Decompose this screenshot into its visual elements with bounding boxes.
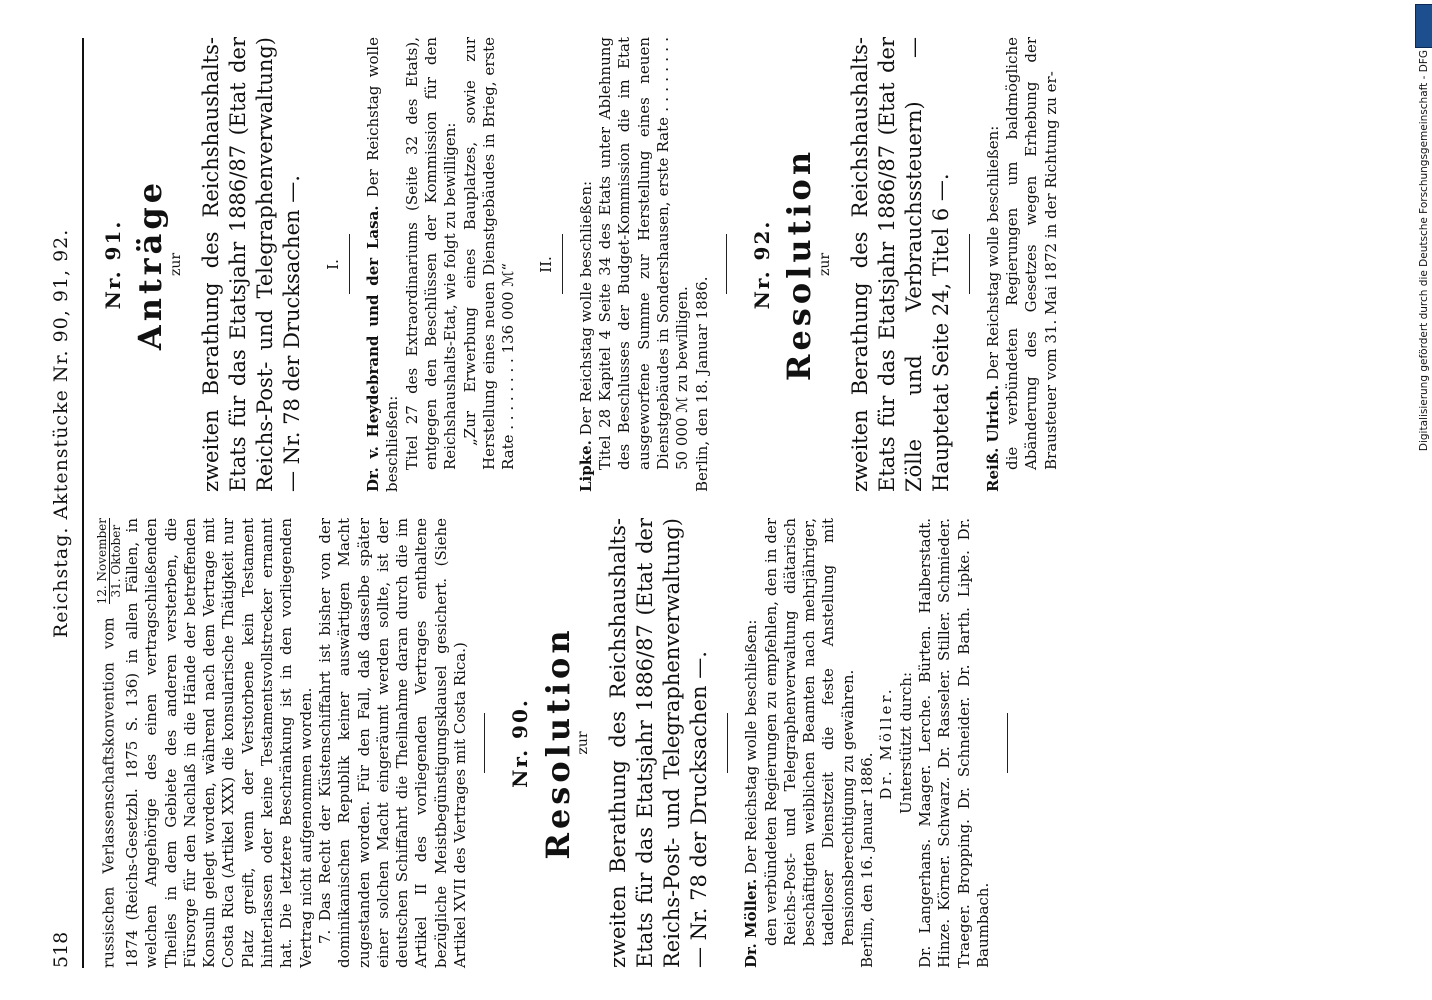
digitization-credit: [1416, 0, 1432, 1000]
motion-date: Berlin, den 16. Januar 1886.: [858, 752, 877, 968]
motion-line-2: [577, 37, 596, 492]
section-divider: [726, 235, 727, 295]
convention-text-rest: (Reichs-Gesetzbl. 1875 S. 136) in allen Fällen, in welchen Angehörige des einen vertragschließenden Theiles in dem Gebiete des anderen versterben, die Fürsorge für den Nachlaß in die Hände der betreffenden Konsuln gelegt worden, während nach dem Vertrage mit Costa Rica (Artikel XXX) die konsularische Thätigkeit nur Platz greift, wenn der Verstorbene kein Testament hinterlassen oder keine Testamentsvollstrecker ernannt hat. Die letztere Beschränkung ist in den vorliegenden Vertrag nicht aufgenommen worden.: [123, 518, 315, 968]
mover-name-3: Reiß. Ulrich.: [983, 384, 1002, 492]
section-divider: [562, 235, 563, 295]
fraction-bottom: 31. Oktober: [109, 524, 123, 598]
document-number-90: Nr. 90.: [508, 698, 533, 788]
motion-intro-3: Der Reichstag wolle beschließen:: [983, 125, 1002, 381]
credit-text: Digitalisierung gefördert durch die Deutsche Forschungsgemeinschaft - DFG: [1418, 50, 1430, 452]
right-column: [96, 37, 1061, 492]
document-number-92: Nr. 92.: [749, 219, 774, 310]
motion-line-1: [364, 37, 403, 492]
antraege-title: Anträge: [131, 178, 170, 351]
section-divider: [969, 235, 970, 295]
resolution-heading-2: zweiten Berathung des Reichshaushalts-Etats für das Etatsjahr 1886/87 (Etat der Zölle und Verbrauchssteuern) — Hauptetat Seite 24, Titel 6 —.: [847, 37, 953, 492]
coastal-shipping-paragraph: 7. Das Recht der Küstenschiffahrt ist bisher von der dominikanischen Republik keiner auswärtigen Macht zugestanden worden. Für den Fall, daß dasselbe später einer solchen Macht eingeräumt werden sollte, ist der deutschen Schiffahrt die Theilnahme daran durch die im Artikel II des vorliegenden Vertrages enthaltene bezügliche Meistbegünstigungsklausel gesichert. (Siehe Artikel XVII des Vertrages mit Costa Rica.): [315, 518, 470, 968]
section-divider: [1007, 713, 1008, 773]
document-number-91: Nr. 91.: [101, 219, 125, 310]
section-divider: [484, 713, 485, 773]
mover-name-1: Dr. v. Heydebrand und der Lasa.: [364, 205, 383, 492]
motion-quote-1: „Zur Erwerbung eines Bauplatzes, sowie zur Herstellung eines neuen Dienstgebäudes in Brieg, erste Rate . . . . . . . . 136 000 ℳ“: [460, 37, 518, 470]
mover-name-2: Lipke.: [576, 440, 595, 492]
resolution-title-2: Resolution: [780, 147, 819, 382]
resolution-title: Resolution: [538, 626, 577, 860]
antraege-heading: zweiten Berathung des Reichshaushalts-Etats für das Etatsjahr 1886/87 (Etat der Reichs-Post- und Telegraphenverwaltung) — Nr. 78 der Drucksachen —.: [198, 37, 304, 492]
zur-label: zur: [574, 731, 591, 755]
header-rule: [82, 38, 84, 968]
motion-body: den verbündeten Regierungen zu empfehlen, den in der Reichs-Post- und Telegraphenverwaltung diätarisch beschäftigten weiblichen Beamten nach mehrjähriger, tadelloser Dienstzeit die feste Anstellung mit Pensionsberechtigung zu gewähren.: [761, 518, 857, 946]
section-divider: [349, 235, 350, 295]
page-number: 518: [50, 931, 72, 968]
section-ii: II.: [536, 256, 555, 273]
running-head-title: Reichstag. Aktenstücke Nr. 90, 91, 92.: [50, 228, 72, 638]
section-i: I.: [323, 259, 342, 270]
dfg-logo-icon: [1415, 4, 1432, 48]
convention-year: 1874: [123, 929, 141, 968]
motion-line-3: [984, 37, 1003, 492]
fraction-top: 12. November: [95, 518, 109, 605]
motion-intro-2: Der Reichstag wolle beschließen:: [576, 180, 595, 436]
left-column: [96, 518, 1022, 968]
signer-name: Dr. Möller.: [877, 686, 896, 800]
section-divider: [727, 713, 728, 773]
convention-text-start: russischen Verlassenschaftskonvention vom: [99, 617, 118, 968]
motion-date-2: Berlin, den 18. Januar 1886.: [692, 276, 711, 492]
motion-body-3: die verbündeten Regierungen um baldmögliche Abänderung des Gesetzes wegen Erhebung der Brausteuer vom 31. Mai 1872 in der Richtung zu er-: [1003, 37, 1060, 470]
zur-label-2: zur: [816, 252, 833, 277]
convention-paragraph: [96, 518, 316, 968]
supported-by-label: Unterstützt durch:: [896, 671, 915, 815]
supporters-list: Dr. Langerhans. Maager. Lerche. Bürten. Halberstadt. Hinze. Körner. Schwarz. Dr. Rasseler. Stiller. Schmieder. Traeger. Bropping. Dr. Schneider. Dr. Barth. Lipke. Dr. Baumbach.: [915, 518, 992, 968]
date-fraction: [96, 518, 123, 604]
motion-body-2: Titel 28 Kapitel 4 Seite 34 des Etats unter Ablehnung des Beschlusses der Budget-Kommission die im Etat ausgeworfene Summe zur Herstellung eines neuen Dienstgebäudes in Sondershausen, erste Rate . . . . . . . . 50 000 ℳ zu bewilligen.: [596, 37, 692, 470]
motion-intro-1: Der Reichstag wolle beschließen:: [364, 37, 402, 492]
mover-name: Dr. Möller.: [742, 878, 761, 968]
running-header: [46, 38, 82, 968]
zur-label: zur: [167, 252, 184, 277]
motion-body-1: Titel 27 des Extraordinariums (Seite 32 des Etats), entgegen den Beschlüssen der Kommission für den Reichshaushalts-Etat, wie folgt zu bewilligen:: [402, 37, 460, 470]
motion-intro: Der Reichstag wolle beschließen:: [742, 619, 761, 874]
resolution-heading: zweiten Berathung des Reichshaushalts-Etats für das Etatsjahr 1886/87 (Etat der Reichs-Post- und Telegraphenverwaltung) — Nr. 78 der Drucksachen —.: [606, 518, 712, 968]
motion-line: [742, 518, 761, 968]
